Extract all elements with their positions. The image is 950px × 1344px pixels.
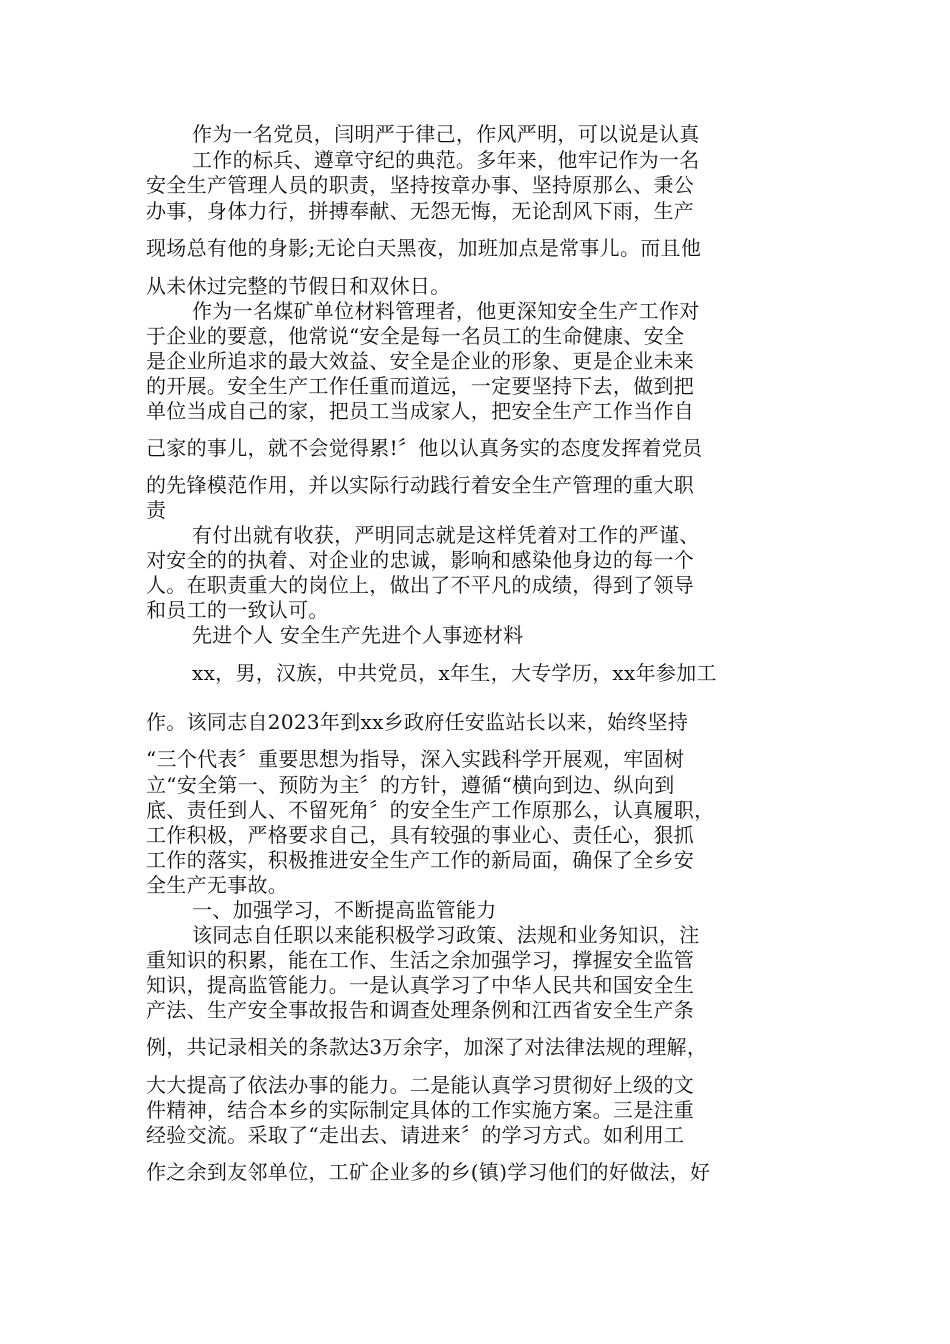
- text-line: 单位当成自己的家，把员工当成家人，把安全生产工作当作自: [146, 399, 695, 423]
- text-line: 的先锋模范作用，并以实际行动践行着安全生产管理的重大职: [146, 473, 695, 497]
- text-line: 于企业的要意，他常说“安全是每一名员工的生命健康、安全: [146, 324, 685, 348]
- text-line: 工作的落实，积极推进安全生产工作的新局面，确保了全乡安: [146, 848, 695, 872]
- section-heading: 先进个人 安全生产先进个人事迹材料: [192, 623, 524, 647]
- text-line: 人。在职责重大的岗位上，做出了不平凡的成绩，得到了领导: [146, 573, 695, 597]
- text-line: “三个代表〞重要思想为指导，深入实践科学开展观，牢固树: [146, 747, 685, 771]
- text-line: 工作的标兵、遵章守纪的典范。多年来，他牢记作为一名: [192, 148, 700, 172]
- text-line: 作为一名党员，闫明严于律己，作风严明，可以说是认真: [192, 122, 700, 146]
- text-line: 例，共记录相关的条款达3万余字，加深了对法律法规的理解，: [146, 1035, 708, 1059]
- text-line: 作为一名煤矿单位材料管理者，他更深知安全生产工作对: [192, 299, 700, 323]
- text-line: 重知识的积累，能在工作、生活之余加强学习，撑握安全监管: [146, 948, 695, 972]
- text-line: 有付出就有收获，严明同志就是这样凭着对工作的严谨、: [192, 523, 700, 547]
- text-line: 责: [146, 498, 167, 522]
- text-line: 对安全的的执着、对企业的忠诚，影响和感染他身边的每一个: [146, 548, 695, 572]
- text-line: 知识，提高监管能力。一是认真学习了中华人民共和国安全生: [146, 973, 695, 997]
- text-line: 工作积极，严格要求自己，具有较强的事业心、责任心，狠抓: [146, 823, 695, 847]
- text-line: 该同志自任职以来能积极学习政策、法规和业务知识，注: [192, 923, 700, 947]
- text-line: 和员工的一致认可。: [146, 598, 329, 622]
- text-line: xx，男，汉族，中共党员，x年生，大专学历，xx年参加工: [192, 661, 717, 685]
- text-line: 作。该同志自2023年到xx乡政府任安监站长以来，始终坚持: [146, 710, 689, 734]
- text-line: 大大提高了依法办事的能力。二是能认真学习贯彻好上级的文: [146, 1073, 695, 1097]
- text-line: 己家的事儿，就不会觉得累!〞他以认真务实的态度发挥着党员: [146, 436, 703, 460]
- text-line: 从未休过完整的节假日和双休日。: [146, 274, 451, 298]
- subsection-heading: 一、加强学习，不断提高监管能力: [192, 898, 497, 922]
- text-line: 经验交流。采取了“走出去、请进来〞的学习方式。如利用工: [146, 1123, 685, 1147]
- text-line: 安全生产管理人员的职责，坚持按章办事、坚持原那么、秉公: [146, 173, 695, 197]
- text-line: 办事，身体力行，拼搏奉献、无怨无悔，无论刮风下雨，生产: [146, 199, 695, 223]
- text-line: 现场总有他的身影;无论白天黑夜，加班加点是常事儿。而且他: [146, 236, 702, 260]
- text-line: 的开展。安全生产工作任重而道远，一定要坚持下去，做到把: [146, 374, 695, 398]
- text-line: 立“安全第一、预防为主〞的方针，遵循“横向到边、纵向到: [146, 773, 675, 797]
- text-line: 作之余到友邻单位，工矿企业多的乡(镇)学习他们的好做法，好: [146, 1160, 711, 1184]
- text-line: 全生产无事故。: [146, 873, 289, 897]
- text-line: 底、责任到人、不留死角〞的安全生产工作原那么，认真履职，: [146, 798, 715, 822]
- text-line: 产法、生产安全事故报告和调查处理条例和江西省安全生产条: [146, 998, 695, 1022]
- text-line: 件精神，结合本乡的实际制定具体的工作实施方案。三是注重: [146, 1098, 695, 1122]
- text-line: 是企业所追求的最大效益、安全是企业的形象、更是企业未来: [146, 349, 695, 373]
